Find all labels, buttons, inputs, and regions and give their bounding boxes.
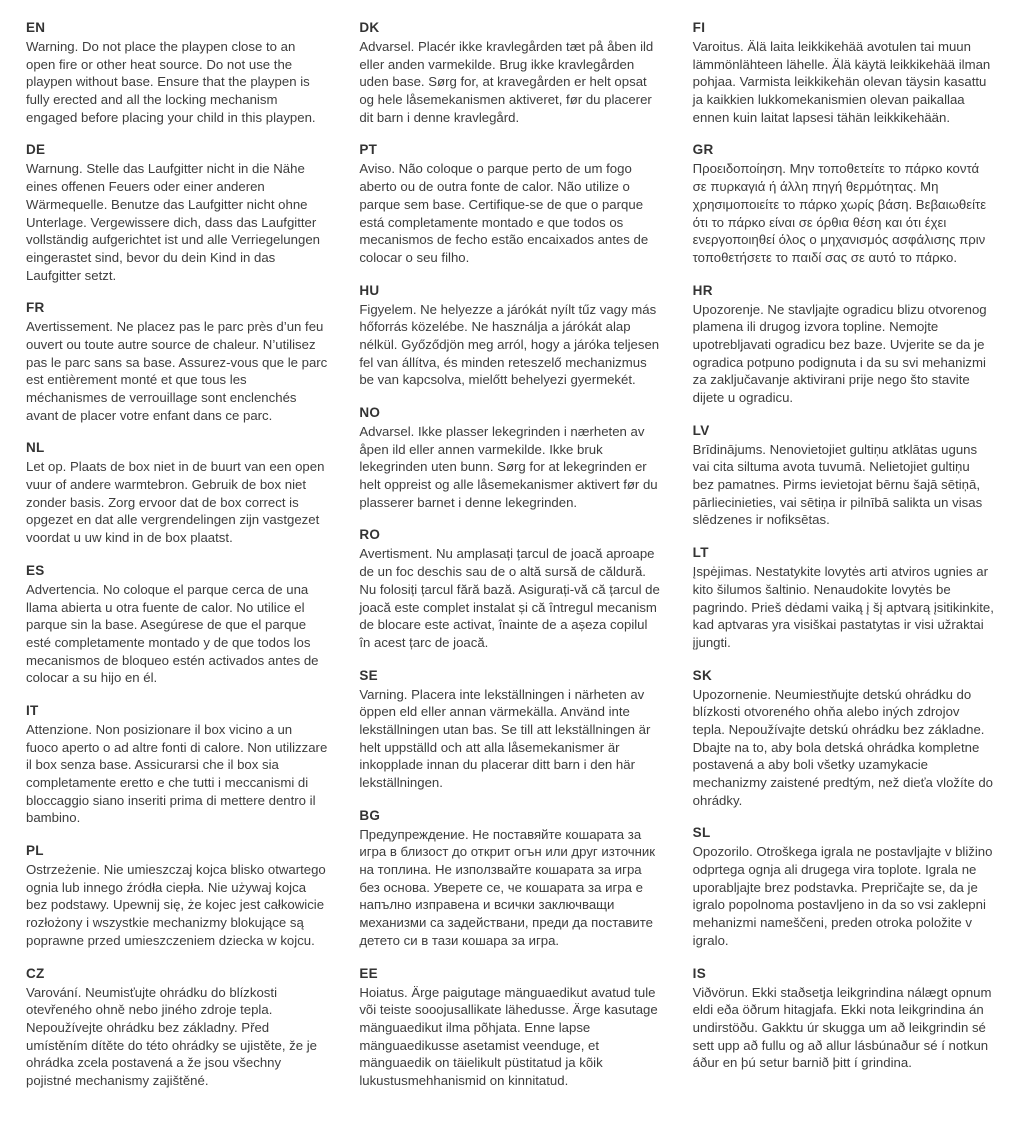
language-code: PT bbox=[359, 142, 378, 158]
language-code: PL bbox=[26, 843, 44, 859]
warning-text: Viðvörun. Ekki staðsetja leikgrindina nálægt opnum eldi eða öðrum hitagjafa. Ekki nota leikgrindina án undirstöðu. Gakktu úr skugga um að leikgrindin sé sett upp að fullu og að allur lásbúnaður sé í notkun áður en þú setur barnið þitt í grindina. bbox=[692, 984, 992, 1071]
warning-block-es bbox=[26, 563, 327, 687]
language-code: HR bbox=[692, 282, 713, 298]
warning-text: Aviso. Não coloque o parque perto de um fogo aberto ou de outra fonte de calor. Não utilize o parque sem base. Certifique-se de que o parque está completamente montado e que todos os mecanismos de fecho estão encaixados antes de colocar o seu filho. bbox=[359, 161, 649, 265]
language-code: BG bbox=[359, 807, 381, 823]
warning-block-se bbox=[359, 668, 660, 792]
warning-block-pt bbox=[359, 142, 660, 266]
column-2 bbox=[359, 20, 660, 1106]
warning-block-ro bbox=[359, 527, 660, 651]
language-code: HU bbox=[359, 282, 380, 298]
language-code: SL bbox=[692, 825, 711, 841]
warning-block-dk bbox=[359, 20, 660, 126]
warning-text: Advertencia. No coloque el parque cerca de una llama abierta u otra fuente de calor. No utilice el parque sin la base. Asegúrese de que el parque esté completamente montado y de que todos los mecanismos de bloqueo estén activados antes de colocar a su hijo en él. bbox=[26, 581, 319, 686]
warning-text: Varning. Placera inte lekställningen i närheten av öppen eld eller annan värmekälla. Använd inte lekställningen utan bas. Se till att lekställningen är helt uppställd och att alla låsemekanismer är inkopplade innan du placerar ditt barn i den här lekställningen. bbox=[359, 686, 651, 790]
warning-text: Предупреждение. Не поставяйте кошарата за игра в близост до открит огън или друг източник на топлина. Не използвайте кошарата за игра без основа. Уверете се, че кошарата за игра е напълно изправена и всички заключващи механизми са задействани, преди да поставите детето си в тази кошара за игра. bbox=[359, 826, 656, 948]
language-code: IS bbox=[692, 965, 707, 981]
warning-block-fr bbox=[26, 300, 327, 424]
warning-text: Įspėjimas. Nestatykite lovytės arti atviros ugnies ar kito šilumos šaltinio. Nenaudokite lovytės be pagrindo. Prieš dėdami vaiką į šį aptvarą įsitikinkite, kad aptvaras yra visiškai pastatytas ir visi užraktai įjungti. bbox=[692, 564, 994, 650]
warning-block-en bbox=[26, 20, 327, 126]
warning-block-no bbox=[359, 405, 660, 511]
warning-block-gr bbox=[693, 142, 994, 266]
warning-block-lt bbox=[693, 545, 994, 651]
language-code: LT bbox=[692, 545, 709, 561]
language-code: NL bbox=[26, 440, 45, 456]
warning-block-nl bbox=[26, 440, 327, 546]
language-code: SE bbox=[359, 667, 378, 683]
warning-block-hr bbox=[693, 283, 994, 407]
warning-text: Figyelem. Ne helyezze a járókát nyílt tűz vagy más hőforrás közelébe. Ne használja a járókát alap nélkül. Győződjön meg arról, hogy a járóka teljesen fel van állítva, és minden reteszelő mechanizmus be van kapcsolva, mielőtt behelyezi gyermekét. bbox=[359, 301, 660, 388]
warning-text: Attenzione. Non posizionare il box vicino a un fuoco aperto o ad altre fonti di calore. Non utilizzare il box senza base. Assicurarsi che il box sia completamente eretto e che tutti i meccanismi di bloccaggio siano inseriti prima di mettere dentro il bambino. bbox=[26, 721, 328, 826]
warning-text: Advarsel. Ikke plasser lekegrinden i nærheten av åpen ild eller annen varmekilde. Ikke bruk lekegrinden uten bunn. Sørg for at lekegrinden er helt oppreist og alle låsemekanismer aktivert før du plasserer barnet i denne lekegrinden. bbox=[359, 424, 658, 510]
language-code: FI bbox=[692, 20, 706, 35]
warning-text: Upozorenje. Ne stavljajte ogradicu blizu otvorenog plamena ili drugog izvora topline. Nemojte upotrebljavati ogradicu bez baze. Uvjerite se da je ogradica potpuno podignuta i da su svi mehanizmi za zaključavanje aktivirani prije nego što stavite dijete u ogradicu. bbox=[692, 301, 987, 405]
language-code: GR bbox=[692, 142, 714, 158]
language-code: RO bbox=[359, 527, 381, 543]
language-code: IT bbox=[26, 702, 39, 718]
warning-text: Προειδοποίηση. Μην τοποθετείτε το πάρκο κοντά σε πυρκαγιά ή άλλη πηγή θερμότητας. Μη χρησιμοποιείτε το πάρκο χωρίς βάση. Βεβαιωθείτε ότι το πάρκο είναι σε όρθια θέση και ότι έχει ενεργοποιηθεί όλος ο μηχανισμός ασφάλισης πριν τοποθετήσετε το παιδί σας σε αυτό το πάρκο. bbox=[692, 161, 987, 265]
warning-block-hu bbox=[359, 283, 660, 389]
warning-text: Hoiatus. Ärge paigutage mänguaedikut avatud tule või teiste sooojusallikate lähedusse. Ärge kasutage mänguaedikut ilma põhjata. Enne lapse mänguaedikusse asetamist veenduge, et mänguaedik on täielikult püstitatud ja kõik lukustusmehhanismid on kinnitatud. bbox=[359, 984, 658, 1088]
language-code: SK bbox=[692, 667, 713, 683]
warning-block-sl bbox=[693, 825, 994, 949]
column-3 bbox=[693, 20, 994, 1106]
warning-text: Brīdinājums. Nenovietojiet gultiņu atklātas uguns vai cita siltuma avota tuvumā. Nelietojiet gultiņu bez pamatnes. Pirms ievietojat bērnu šajā sētiņā, pārliecinieties, vai sētiņa ir pilnībā salikta un visas slēdzenes ir nofiksētas. bbox=[692, 441, 983, 528]
warning-text: Warnung. Stelle das Laufgitter nicht in die Nähe eines offenen Feuers oder einer anderen Wärmequelle. Benutze das Laufgitter nicht ohne Unterlage. Vergewissere dich, dass das Laufgitter vollständig aufgerichtet ist und alle Verriegelungen eingerastet sind, bevor du dein Kind in das Laufgitter setzt. bbox=[26, 161, 320, 283]
language-code: ES bbox=[26, 562, 45, 578]
warning-text: Avertisment. Nu amplasați țarcul de joacă aproape de un foc deschis sau de o altă sursă de căldură. Nu folosiți țarcul fără bază. Asigurați-vă că țarcul de joacă este complet instalat și că întregul mecanism de blocare este activat, înainte de a așeza copilul în acest țarc de joacă. bbox=[359, 546, 660, 650]
warning-text: Avertissement. Ne placez pas le parc près d’un feu ouvert ou toute autre source de chaleur. N’utilisez pas le parc sans sa base. Assurez-vous que le parc est entièrement monté et que tous les méchanismes de verrouillage sont enclenchés avant de placer votre enfant dans ce parc. bbox=[26, 319, 328, 423]
warning-text: Varoitus. Älä laita leikkikehää avotulen tai muun lämmönlähteen lähelle. Älä käytä leikkikehää ilman pohjaa. Varmista leikkikehän olevan täysin kasattu ja kaikkien lukkomekanismien olevan paikallaa ennen kuin laitat lapsesi tähän leikkikehään. bbox=[692, 39, 991, 125]
column-1 bbox=[26, 20, 327, 1106]
warning-text: Ostrzeżenie. Nie umieszczaj kojca blisko otwartego ognia lub innego źródła ciepła. Nie używaj kojca bez podstawy. Upewnij się, że kojec jest całkowicie rozłożony i wszystkie mechanizmy blokujące są poprawne przed umieszczeniem dziecka w kojcu. bbox=[26, 862, 326, 948]
language-code: EE bbox=[359, 965, 378, 981]
warning-text: Warning. Do not place the playpen close to an open fire or other heat source. Do not use the playpen without base. Ensure that the playpen is fully erected and all the locking mechanism engaged before placing your child in this playpen. bbox=[26, 39, 316, 125]
warning-block-de bbox=[26, 142, 327, 284]
warning-text: Opozorilo. Otroškega igrala ne postavljajte v bližino odprtega ognja ali drugega vira toplote. Igrala ne uporabljajte brez podstavka. Prepričajte se, da je igralo popolnoma postavljeno in da so vsi zaklepni mehanizmi nameščeni, preden otroka položite v igralo. bbox=[692, 844, 993, 948]
warning-text: Let op. Plaats de box niet in de buurt van een open vuur of andere warmtebron. Gebruik de box niet zonder basis. Zorg ervoor dat de box correct is opgezet en dat alle vergrendelingen zijn vastgezet voordat u uw kind in de box plaatst. bbox=[26, 459, 325, 546]
warning-text: Varování. Neumisťujte ohrádku do blízkosti otevřeného ohně nebo jiného zdroje tepla. Nepoužívejte ohrádku bez základny. Před umístěním dítěte do této ohrádky se ujistěte, že je ohrádka zcela postavená a že jsou všechny pojistné mechanismy zajištěné. bbox=[26, 984, 318, 1088]
language-code: DK bbox=[359, 20, 380, 35]
language-code: FR bbox=[26, 300, 45, 316]
warning-block-cz bbox=[26, 966, 327, 1090]
warning-text: Upozornenie. Neumiestňujte detskú ohrádku do blízkosti otvoreného ohňa alebo iných zdrojov tepla. Nepoužívajte detskú ohrádku bez základne. Dbajte na to, aby bola detská ohrádka kompletne postavená a aby boli všetky uzamykacie mechanizmy zaistené predtým, než dieťa vložíte do ohrádky. bbox=[692, 686, 994, 808]
language-code: EN bbox=[26, 20, 46, 35]
warning-block-it bbox=[26, 703, 327, 827]
warning-block-bg bbox=[359, 808, 660, 950]
warning-block-fi bbox=[693, 20, 994, 126]
warning-block-is bbox=[693, 966, 994, 1072]
language-code: CZ bbox=[26, 965, 45, 981]
language-code: DE bbox=[26, 142, 46, 158]
language-code: NO bbox=[359, 405, 381, 420]
warning-block-sk bbox=[693, 668, 994, 810]
language-code: LV bbox=[692, 422, 710, 438]
warning-text: Advarsel. Placér ikke kravlegården tæt på åben ild eller anden varmekilde. Brug ikke kravlegården uden base. Sørg for, at kravegården er helt opsat og hele låsemekanismen aktiveret, før du placerer dit barn i denne kravlegård. bbox=[359, 39, 654, 125]
warning-block-lv bbox=[693, 423, 994, 529]
warning-block-ee bbox=[359, 966, 660, 1090]
warning-block-pl bbox=[26, 843, 327, 949]
